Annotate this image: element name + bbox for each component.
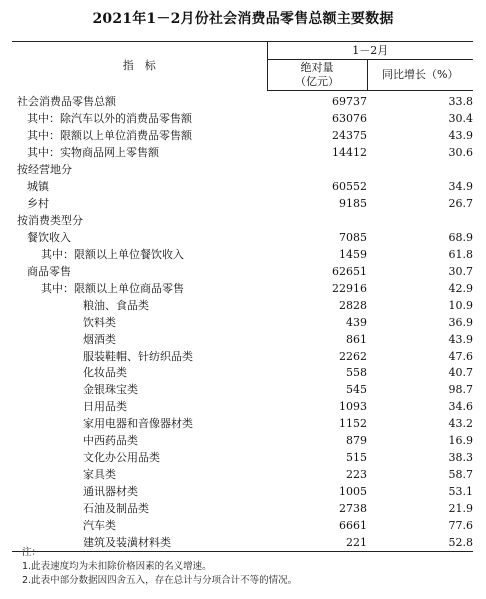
row-absolute-value: 1459 bbox=[339, 247, 367, 261]
row-growth-rate: 30.7 bbox=[448, 264, 473, 278]
row-growth-rate: 30.6 bbox=[448, 146, 473, 160]
row-absolute-value: 1005 bbox=[339, 485, 367, 499]
row-growth-rate: 98.7 bbox=[448, 383, 473, 397]
row-label: 烟酒类 bbox=[83, 332, 116, 346]
row-label: 按经营地分 bbox=[17, 163, 72, 177]
row-absolute-value: 24375 bbox=[332, 129, 367, 143]
table-row bbox=[12, 280, 473, 297]
row-label: 通讯器材类 bbox=[83, 485, 138, 499]
table-row bbox=[12, 196, 473, 213]
row-growth-rate bbox=[367, 213, 473, 230]
row-label: 饮料类 bbox=[83, 315, 116, 329]
row-label: 中西药品类 bbox=[83, 434, 138, 448]
row-growth-rate: 53.1 bbox=[448, 485, 473, 499]
row-label: 文化办公用品类 bbox=[83, 451, 160, 465]
row-label: 其中：限额以上单位商品零售 bbox=[41, 281, 184, 295]
row-label: 金银珠宝类 bbox=[83, 383, 138, 397]
table-row bbox=[12, 111, 473, 128]
table-row bbox=[12, 213, 473, 230]
table-row bbox=[12, 179, 473, 196]
table-row bbox=[12, 230, 473, 247]
period-header: 1－2月 bbox=[267, 42, 473, 60]
row-growth-rate: 43.2 bbox=[448, 417, 473, 431]
row-growth-rate: 58.7 bbox=[448, 468, 473, 482]
row-absolute-value: 223 bbox=[346, 468, 367, 482]
row-label: 服装鞋帽、针纺织品类 bbox=[83, 349, 193, 363]
row-absolute-value: 221 bbox=[267, 534, 367, 551]
row-absolute-value bbox=[267, 213, 367, 230]
row-absolute-value: 14412 bbox=[332, 146, 367, 160]
row-growth-rate: 10.9 bbox=[448, 298, 473, 312]
row-growth-rate bbox=[367, 162, 473, 179]
row-label: 日用品类 bbox=[83, 400, 127, 414]
row-absolute-value: 2828 bbox=[339, 298, 367, 312]
row-label: 商品零售 bbox=[27, 264, 71, 278]
row-absolute-value: 545 bbox=[346, 383, 367, 397]
row-growth-rate: 42.9 bbox=[448, 281, 473, 295]
row-growth-rate: 36.9 bbox=[448, 315, 473, 329]
row-label: 城镇 bbox=[27, 180, 49, 194]
footnote-1: 1.此表速度均为未扣除价格因素的名义增速。 bbox=[22, 561, 212, 572]
row-label: 汽车类 bbox=[83, 518, 116, 532]
retail-sales-table bbox=[12, 41, 473, 552]
table-row bbox=[12, 501, 473, 518]
row-label: 石油及制品类 bbox=[83, 501, 149, 515]
row-absolute-value: 7085 bbox=[339, 230, 367, 244]
table-row bbox=[12, 399, 473, 416]
row-absolute-value: 62651 bbox=[332, 264, 367, 278]
table-row bbox=[12, 246, 473, 263]
row-label: 化妆品类 bbox=[83, 366, 127, 380]
table-row bbox=[12, 297, 473, 314]
row-label: 按消费类型分 bbox=[17, 214, 83, 228]
row-absolute-value: 558 bbox=[346, 366, 367, 380]
row-label: 其中：限额以上单位消费品零售额 bbox=[27, 129, 192, 143]
footnote-2: 2.此表中部分数据因四舍五入，存在总计与分项合计不等的情况。 bbox=[22, 575, 298, 586]
row-absolute-value: 2738 bbox=[339, 501, 367, 515]
table-row bbox=[12, 263, 473, 280]
table-body bbox=[12, 91, 473, 552]
growth-header: 同比增长（%） bbox=[367, 60, 473, 91]
row-absolute-value: 1152 bbox=[339, 417, 367, 431]
row-label: 餐饮收入 bbox=[27, 230, 71, 244]
row-label: 家用电器和音像器材类 bbox=[83, 417, 193, 431]
row-growth-rate: 47.6 bbox=[448, 349, 473, 363]
row-absolute-value: 439 bbox=[346, 315, 367, 329]
row-growth-rate: 33.8 bbox=[448, 95, 473, 109]
row-growth-rate: 68.9 bbox=[448, 230, 473, 244]
row-label: 乡村 bbox=[27, 197, 49, 211]
row-label: 粮油、食品类 bbox=[83, 298, 149, 312]
table-row bbox=[12, 433, 473, 450]
row-label: 其中：限额以上单位餐饮收入 bbox=[41, 247, 184, 261]
table-row bbox=[12, 450, 473, 467]
row-growth-rate: 43.9 bbox=[448, 332, 473, 346]
row-growth-rate: 77.6 bbox=[448, 518, 473, 532]
row-growth-rate: 34.6 bbox=[448, 400, 473, 414]
row-label: 家具类 bbox=[83, 468, 116, 482]
row-growth-rate: 52.8 bbox=[367, 534, 473, 551]
table-row bbox=[12, 416, 473, 433]
row-label: 其中：除汽车以外的消费品零售额 bbox=[27, 112, 192, 126]
table-row bbox=[12, 91, 473, 111]
row-growth-rate: 34.9 bbox=[448, 180, 473, 194]
row-growth-rate: 30.4 bbox=[448, 112, 473, 126]
row-absolute-value bbox=[267, 162, 367, 179]
row-label: 其中：实物商品网上零售额 bbox=[27, 146, 159, 160]
row-growth-rate: 38.3 bbox=[448, 451, 473, 465]
absolute-value-header: 绝对量 （亿元） bbox=[267, 60, 367, 91]
table-row bbox=[12, 382, 473, 399]
row-absolute-value: 515 bbox=[346, 451, 367, 465]
row-growth-rate: 43.9 bbox=[448, 129, 473, 143]
table-row bbox=[12, 348, 473, 365]
row-absolute-value: 60552 bbox=[332, 180, 367, 194]
table-row bbox=[12, 162, 473, 179]
header-row bbox=[12, 42, 473, 60]
row-absolute-value: 69737 bbox=[332, 95, 367, 109]
table-row bbox=[12, 365, 473, 382]
footnotes bbox=[22, 546, 297, 588]
table-row bbox=[12, 517, 473, 534]
table-row bbox=[12, 467, 473, 484]
row-absolute-value: 6661 bbox=[339, 518, 367, 532]
row-growth-rate: 21.9 bbox=[448, 501, 473, 515]
table-row bbox=[12, 314, 473, 331]
row-absolute-value: 879 bbox=[346, 434, 367, 448]
table-row bbox=[12, 145, 473, 162]
table-row bbox=[12, 128, 473, 145]
row-absolute-value: 9185 bbox=[339, 197, 367, 211]
row-label: 建筑及装潢材料类 bbox=[12, 534, 267, 551]
row-absolute-value: 1093 bbox=[339, 400, 367, 414]
row-growth-rate: 26.7 bbox=[448, 197, 473, 211]
row-growth-rate: 61.8 bbox=[448, 247, 473, 261]
row-absolute-value: 22916 bbox=[332, 281, 367, 295]
row-absolute-value: 861 bbox=[346, 332, 367, 346]
footnote-heading: 注： bbox=[22, 547, 42, 558]
table-row bbox=[12, 484, 473, 501]
row-growth-rate: 40.7 bbox=[448, 366, 473, 380]
row-growth-rate: 16.9 bbox=[448, 434, 473, 448]
table-title: 2021年1－2月份社会消费品零售总额主要数据 bbox=[92, 11, 394, 27]
row-absolute-value: 2262 bbox=[339, 349, 367, 363]
index-header: 指 标 bbox=[12, 42, 267, 91]
row-label: 社会消费品零售总额 bbox=[17, 95, 116, 109]
row-absolute-value: 63076 bbox=[332, 112, 367, 126]
table-row bbox=[12, 331, 473, 348]
